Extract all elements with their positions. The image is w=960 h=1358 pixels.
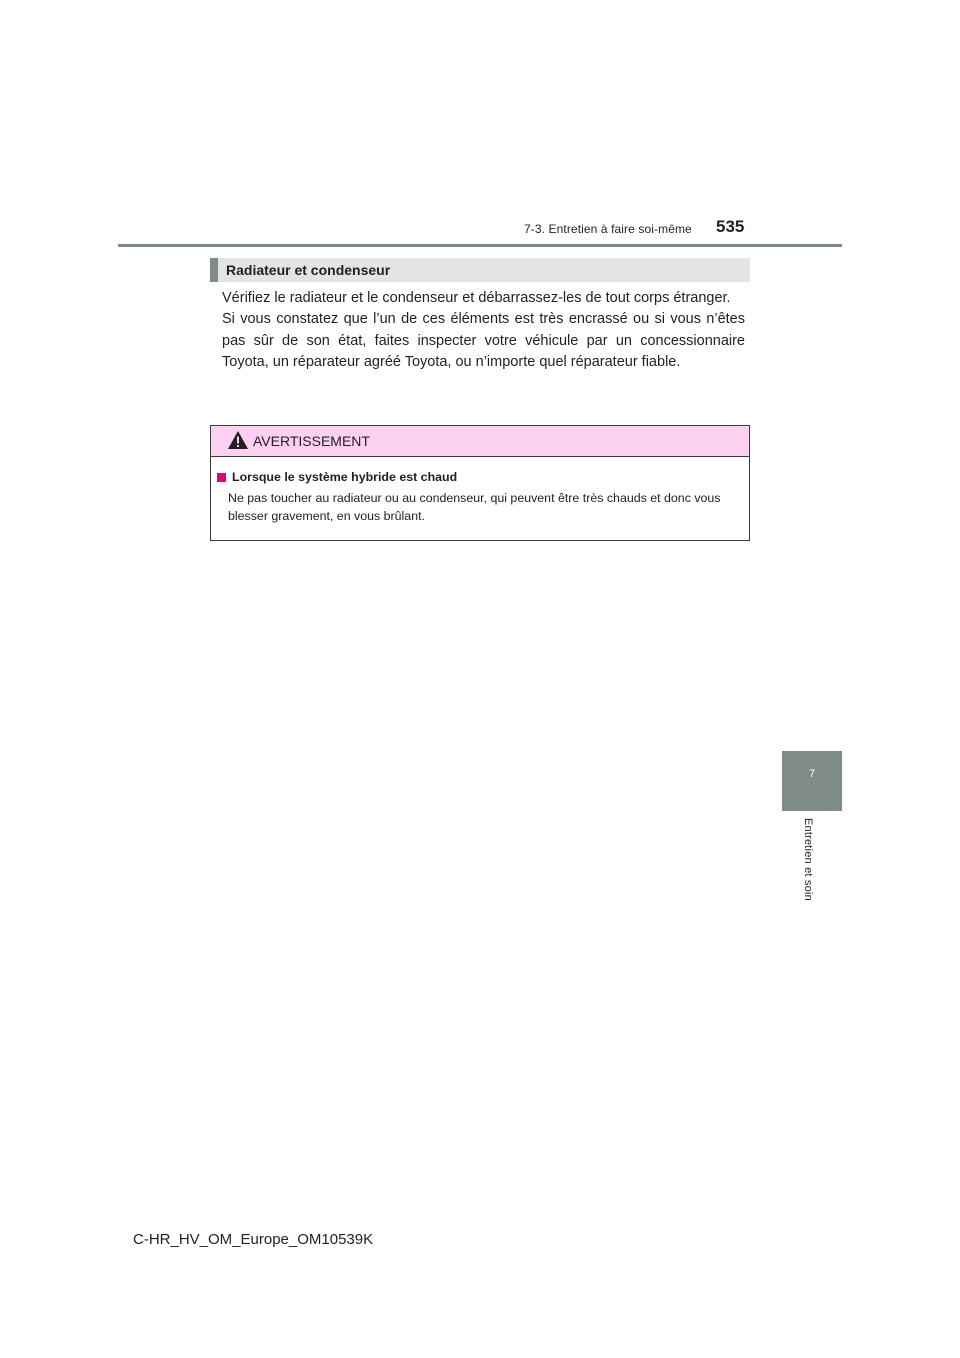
body-paragraph: Vérifiez le radiateur et le condenseur et débarrassez-les de tout corps étranger. [222,290,731,306]
warning-item-text: Ne pas toucher au radiateur ou au condenseur, qui peuvent être très chauds et donc vous blesser gravement, en vous brûlant. [228,491,721,523]
chapter-label: Entretien et soin [802,818,814,901]
warning-item [217,470,745,525]
warning-box [210,425,750,541]
warning-item-title: Lorsque le système hybride est chaud [232,470,458,484]
document-code: C-HR_HV_OM_Europe_OM10539K [133,1231,374,1248]
warning-header [211,426,749,457]
chapter-tab [782,751,842,811]
chapter-number: 7 [808,768,816,780]
body-paragraph: Si vous constatez que l’un de ces éléments est très encrassé ou si vous n’êtes pas sûr de son état, faites inspecter votre véhicule par un concessionnaire Toyota, un réparateur agréé Toyota, ou n’importe quel réparateur fiable. [222,311,745,371]
section-heading-text: Radiateur et condenseur [226,262,391,278]
section-heading [210,258,750,282]
warning-item-heading [217,470,745,484]
section-body [222,288,745,374]
square-bullet-icon [217,473,226,482]
header-section-title: 7-3. Entretien à faire soi-même [524,222,692,236]
warning-triangle-icon [227,430,249,450]
page-number: 535 [716,217,745,236]
header-divider [118,244,842,247]
warning-title: AVERTISSEMENT [253,433,370,449]
